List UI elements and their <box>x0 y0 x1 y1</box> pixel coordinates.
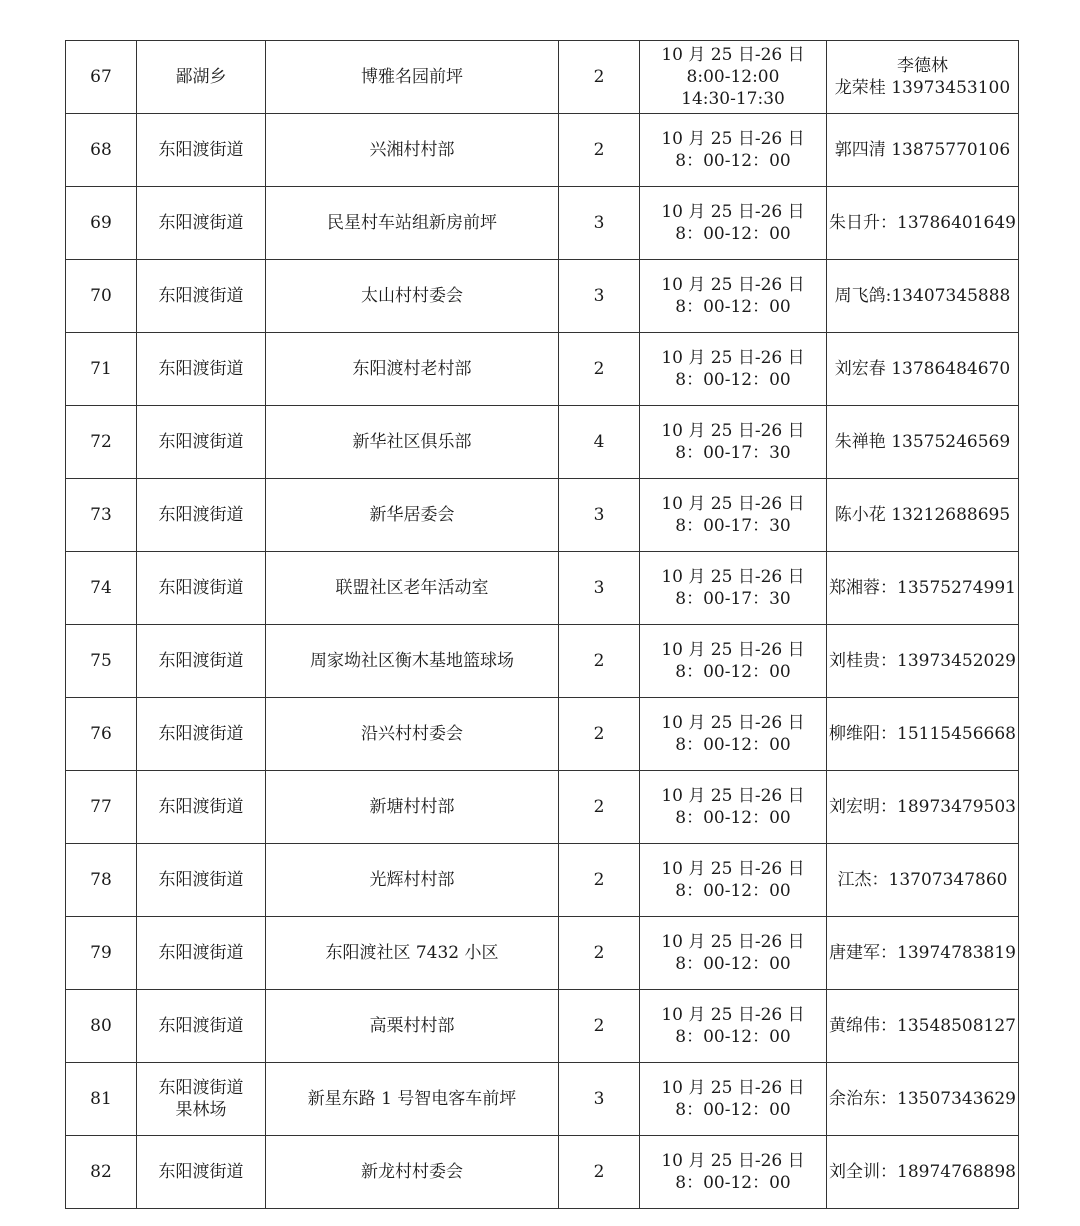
town-cell-line: 东阳渡街道 <box>158 797 244 817</box>
table-row <box>66 41 1019 114</box>
contact-cell-line: 唐建军：13974783819 <box>829 943 1016 963</box>
time-cell-line: 8：00-12：00 <box>675 1173 791 1193</box>
town-cell-line: 东阳渡街道 <box>158 505 244 525</box>
time-cell <box>640 187 827 260</box>
time-cell-line: 10 月 25 日-26 日 <box>661 129 805 149</box>
time-cell-line: 8：00-12：00 <box>675 1100 791 1120</box>
town-cell-line: 东阳渡街道 <box>158 213 244 233</box>
town-cell-line: 东阳渡街道 <box>158 1016 244 1036</box>
contact-cell-line: 李德林 <box>896 56 948 76</box>
time-cell <box>640 333 827 406</box>
town-cell <box>137 1136 266 1209</box>
contact-cell <box>827 771 1019 844</box>
contact-cell <box>827 1063 1019 1136</box>
time-cell <box>640 41 827 114</box>
row-number-cell: 74 <box>66 552 137 625</box>
time-cell-line: 10 月 25 日-26 日 <box>661 713 805 733</box>
town-cell <box>137 771 266 844</box>
town-cell <box>137 552 266 625</box>
time-cell-line: 10 月 25 日-26 日 <box>661 275 805 295</box>
count-cell: 2 <box>559 114 640 187</box>
time-cell <box>640 552 827 625</box>
town-cell-line: 东阳渡街道 <box>158 359 244 379</box>
table-row <box>66 625 1019 698</box>
town-cell <box>137 625 266 698</box>
time-cell <box>640 1063 827 1136</box>
count-cell: 2 <box>559 625 640 698</box>
town-cell <box>137 260 266 333</box>
time-cell <box>640 771 827 844</box>
time-cell <box>640 917 827 990</box>
contact-cell <box>827 260 1019 333</box>
town-cell-line: 东阳渡街道 <box>158 1162 244 1182</box>
contact-cell <box>827 917 1019 990</box>
site-cell: 新龙村村委会 <box>266 1136 559 1209</box>
row-number-cell: 69 <box>66 187 137 260</box>
contact-cell-line: 周飞鸽:13407345888 <box>834 286 1011 306</box>
contact-cell <box>827 625 1019 698</box>
time-cell-line: 10 月 25 日-26 日 <box>661 786 805 806</box>
time-cell-line: 10 月 25 日-26 日 <box>661 1151 805 1171</box>
town-cell-line: 东阳渡街道 <box>158 432 244 452</box>
site-cell: 周家坳社区衡木基地篮球场 <box>266 625 559 698</box>
row-number-cell: 71 <box>66 333 137 406</box>
schedule-table-container <box>65 40 1019 1209</box>
contact-cell-line: 余治东：13507343629 <box>829 1089 1016 1109</box>
time-cell-line: 8：00-12：00 <box>675 881 791 901</box>
town-cell-line: 鄙湖乡 <box>175 67 227 87</box>
town-cell-line: 东阳渡街道 <box>158 1078 244 1098</box>
row-number-cell: 68 <box>66 114 137 187</box>
time-cell <box>640 406 827 479</box>
table-row <box>66 1136 1019 1209</box>
row-number-cell: 72 <box>66 406 137 479</box>
table-row <box>66 333 1019 406</box>
table-row <box>66 1063 1019 1136</box>
count-cell: 3 <box>559 187 640 260</box>
time-cell-line: 10 月 25 日-26 日 <box>661 1078 805 1098</box>
contact-cell <box>827 406 1019 479</box>
contact-cell-line: 陈小花 13212688695 <box>834 505 1011 525</box>
count-cell: 3 <box>559 552 640 625</box>
count-cell: 3 <box>559 260 640 333</box>
count-cell: 4 <box>559 406 640 479</box>
time-cell <box>640 114 827 187</box>
time-cell <box>640 1136 827 1209</box>
time-cell <box>640 698 827 771</box>
contact-cell <box>827 114 1019 187</box>
table-row <box>66 479 1019 552</box>
contact-cell-line: 郑湘蓉：13575274991 <box>829 578 1016 598</box>
town-cell-line: 东阳渡街道 <box>158 943 244 963</box>
contact-cell-line: 刘宏春 13786484670 <box>834 359 1011 379</box>
row-number-cell: 73 <box>66 479 137 552</box>
time-cell-line: 10 月 25 日-26 日 <box>661 421 805 441</box>
contact-cell <box>827 187 1019 260</box>
time-cell-line: 14:30-17:30 <box>681 89 785 109</box>
table-row <box>66 260 1019 333</box>
table-row <box>66 698 1019 771</box>
time-cell-line: 8：00-12：00 <box>675 808 791 828</box>
time-cell-line: 8：00-12：00 <box>675 370 791 390</box>
time-cell-line: 10 月 25 日-26 日 <box>661 494 805 514</box>
time-cell-line: 10 月 25 日-26 日 <box>661 1005 805 1025</box>
time-cell <box>640 479 827 552</box>
table-body <box>66 41 1019 1209</box>
time-cell <box>640 625 827 698</box>
contact-cell <box>827 990 1019 1063</box>
contact-cell-line: 刘宏明：18973479503 <box>829 797 1016 817</box>
town-cell <box>137 844 266 917</box>
site-cell: 兴湘村村部 <box>266 114 559 187</box>
contact-cell-line: 柳维阳：15115456668 <box>829 724 1016 744</box>
town-cell <box>137 333 266 406</box>
row-number-cell: 77 <box>66 771 137 844</box>
table-row <box>66 114 1019 187</box>
time-cell <box>640 260 827 333</box>
town-cell <box>137 1063 266 1136</box>
site-cell: 联盟社区老年活动室 <box>266 552 559 625</box>
time-cell-line: 10 月 25 日-26 日 <box>661 348 805 368</box>
row-number-cell: 82 <box>66 1136 137 1209</box>
time-cell <box>640 990 827 1063</box>
town-cell-line: 东阳渡街道 <box>158 651 244 671</box>
row-number-cell: 76 <box>66 698 137 771</box>
site-cell: 东阳渡社区 7432 小区 <box>266 917 559 990</box>
town-cell <box>137 990 266 1063</box>
count-cell: 2 <box>559 844 640 917</box>
site-cell: 东阳渡村老村部 <box>266 333 559 406</box>
count-cell: 2 <box>559 698 640 771</box>
table-row <box>66 771 1019 844</box>
row-number-cell: 79 <box>66 917 137 990</box>
time-cell-line: 10 月 25 日-26 日 <box>661 640 805 660</box>
time-cell-line: 10 月 25 日-26 日 <box>661 932 805 952</box>
town-cell <box>137 406 266 479</box>
time-cell-line: 8：00-12：00 <box>675 954 791 974</box>
town-cell-line: 东阳渡街道 <box>158 140 244 160</box>
count-cell: 2 <box>559 333 640 406</box>
town-cell-line: 东阳渡街道 <box>158 578 244 598</box>
count-cell: 2 <box>559 771 640 844</box>
contact-cell-line: 龙荣桂 13973453100 <box>834 78 1011 98</box>
contact-cell-line: 刘桂贵：13973452029 <box>829 651 1016 671</box>
site-cell: 新星东路 1 号智电客车前坪 <box>266 1063 559 1136</box>
row-number-cell: 70 <box>66 260 137 333</box>
table-row <box>66 552 1019 625</box>
count-cell: 2 <box>559 917 640 990</box>
table-row <box>66 406 1019 479</box>
town-cell <box>137 698 266 771</box>
time-cell-line: 10 月 25 日-26 日 <box>661 567 805 587</box>
town-cell <box>137 479 266 552</box>
town-cell <box>137 187 266 260</box>
row-number-cell: 81 <box>66 1063 137 1136</box>
count-cell: 2 <box>559 1136 640 1209</box>
time-cell-line: 8：00-12：00 <box>675 297 791 317</box>
contact-cell <box>827 333 1019 406</box>
contact-cell-line: 朱日升：13786401649 <box>829 213 1016 233</box>
time-cell-line: 8：00-17：30 <box>675 516 791 536</box>
row-number-cell: 75 <box>66 625 137 698</box>
time-cell-line: 8：00-17：30 <box>675 443 791 463</box>
table-row <box>66 917 1019 990</box>
schedule-table <box>65 40 1019 1209</box>
contact-cell-line: 刘全训：18974768898 <box>829 1162 1016 1182</box>
town-cell-line: 东阳渡街道 <box>158 870 244 890</box>
time-cell-line: 8：00-12：00 <box>675 735 791 755</box>
town-cell <box>137 917 266 990</box>
site-cell: 高栗村村部 <box>266 990 559 1063</box>
site-cell: 太山村村委会 <box>266 260 559 333</box>
town-cell-line: 果林场 <box>175 1100 227 1120</box>
contact-cell-line: 江杰：13707347860 <box>837 870 1008 890</box>
time-cell-line: 8:00-12:00 <box>686 67 780 87</box>
contact-cell <box>827 41 1019 114</box>
town-cell <box>137 114 266 187</box>
time-cell-line: 8：00-12：00 <box>675 151 791 171</box>
town-cell-line: 东阳渡街道 <box>158 286 244 306</box>
count-cell: 2 <box>559 990 640 1063</box>
town-cell <box>137 41 266 114</box>
site-cell: 沿兴村村委会 <box>266 698 559 771</box>
time-cell-line: 8：00-12：00 <box>675 224 791 244</box>
time-cell-line: 10 月 25 日-26 日 <box>661 859 805 879</box>
row-number-cell: 80 <box>66 990 137 1063</box>
site-cell: 光辉村村部 <box>266 844 559 917</box>
contact-cell <box>827 479 1019 552</box>
time-cell-line: 10 月 25 日-26 日 <box>661 45 805 65</box>
site-cell: 民星村车站组新房前坪 <box>266 187 559 260</box>
town-cell-line: 东阳渡街道 <box>158 724 244 744</box>
site-cell: 新华社区俱乐部 <box>266 406 559 479</box>
contact-cell-line: 郭四清 13875770106 <box>834 140 1011 160</box>
row-number-cell: 67 <box>66 41 137 114</box>
row-number-cell: 78 <box>66 844 137 917</box>
time-cell-line: 8：00-12：00 <box>675 662 791 682</box>
count-cell: 2 <box>559 41 640 114</box>
time-cell <box>640 844 827 917</box>
site-cell: 博雅名园前坪 <box>266 41 559 114</box>
time-cell-line: 8：00-17：30 <box>675 589 791 609</box>
contact-cell-line: 黄绵伟：13548508127 <box>829 1016 1016 1036</box>
table-row <box>66 990 1019 1063</box>
site-cell: 新塘村村部 <box>266 771 559 844</box>
site-cell: 新华居委会 <box>266 479 559 552</box>
contact-cell <box>827 552 1019 625</box>
contact-cell <box>827 844 1019 917</box>
contact-cell <box>827 1136 1019 1209</box>
count-cell: 3 <box>559 1063 640 1136</box>
contact-cell-line: 朱禅艳 13575246569 <box>834 432 1011 452</box>
table-row <box>66 187 1019 260</box>
table-row <box>66 844 1019 917</box>
contact-cell <box>827 698 1019 771</box>
time-cell-line: 8：00-12：00 <box>675 1027 791 1047</box>
count-cell: 3 <box>559 479 640 552</box>
time-cell-line: 10 月 25 日-26 日 <box>661 202 805 222</box>
